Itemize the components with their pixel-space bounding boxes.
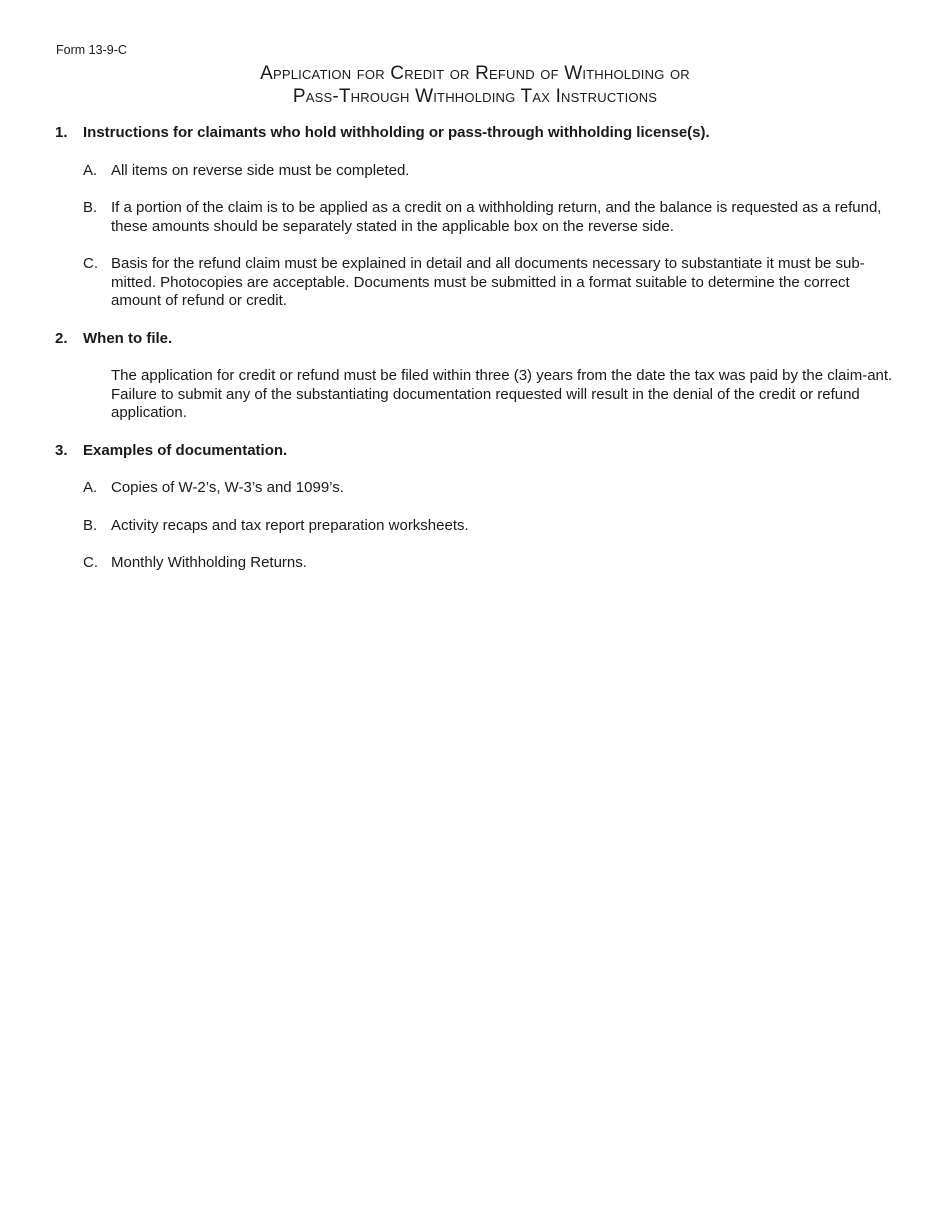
section-title: Instructions for claimants who hold withholding or pass-through withholding license(s). [83, 124, 710, 141]
section-1-item-a [83, 162, 895, 181]
item-text: If a portion of the claim is to be applied as a credit on a withholding return, and the balance is requested as a refund, these amounts should be separately stated in the applicable box on the reverse side. [111, 199, 882, 235]
section-3-item-b [83, 517, 895, 536]
section-title: When to file. [83, 329, 173, 347]
section-3-item-c [83, 554, 895, 573]
section-2-heading [55, 330, 895, 349]
section-1-item-b [83, 199, 895, 236]
section-3-item-a [83, 479, 895, 498]
item-text: All items on reverse side must be completed. [111, 161, 410, 179]
section-1-item-c [83, 255, 895, 311]
item-text: Basis for the refund claim must be explained in detail and all documents necessary to substantiate it must be sub-mitted. Photocopies are acceptable. Documents must be submitted in a format suitable to determine the correct amount of refund or credit. [111, 255, 865, 309]
section-2-paragraph: The application for credit or refund must be filed within three (3) years from the date the tax was paid by the claim-ant. Failure to submit any of the substantiating documentation requested will result in the denial of the credit or refund application. [111, 367, 893, 421]
section-1-heading [55, 124, 895, 143]
title-line-1: Application for Credit or Refund of Withholding or [260, 63, 690, 84]
item-text: Monthly Withholding Returns. [111, 554, 307, 571]
section-title: Examples of documentation. [83, 441, 288, 459]
item-text: Activity recaps and tax report preparation worksheets. [111, 516, 469, 534]
item-letter: B. [83, 199, 98, 216]
item-letter: A. [83, 161, 98, 179]
document-title [0, 62, 950, 108]
item-letter: C. [83, 554, 98, 571]
title-line-2: Pass-Through Withholding Tax Instructions [292, 86, 658, 107]
section-number: 2. [55, 329, 68, 347]
item-letter: B. [83, 516, 98, 534]
section-number: 1. [55, 124, 68, 141]
instructions-body [55, 124, 895, 592]
form-number: Form 13-9-C [56, 43, 127, 57]
item-text: Copies of W-2’s, W-3’s and 1099’s. [111, 479, 344, 496]
item-letter: A. [83, 479, 98, 496]
section-number: 3. [55, 441, 68, 459]
section-3-heading [55, 442, 895, 461]
item-letter: C. [83, 255, 98, 272]
